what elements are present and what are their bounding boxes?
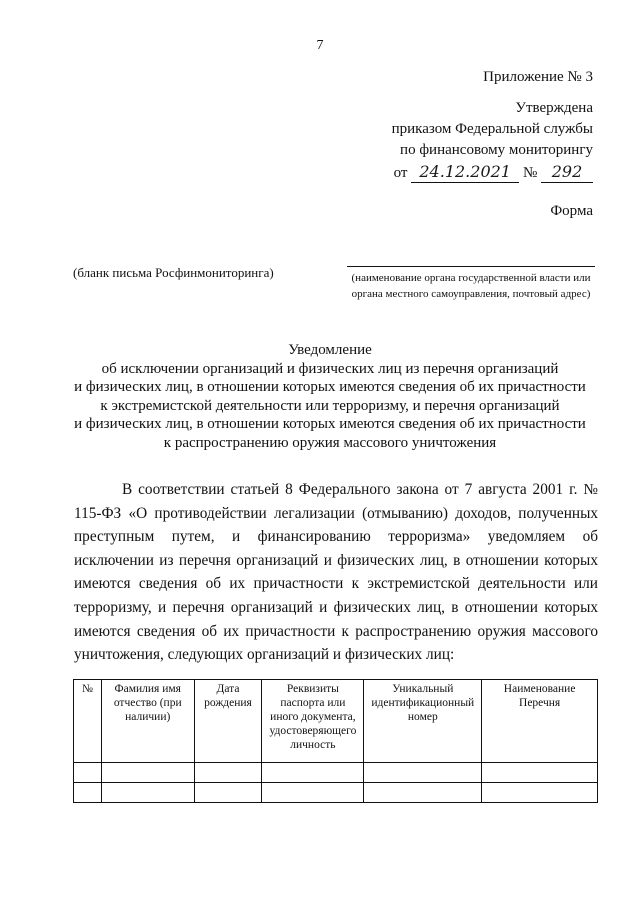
title-line: об исключении организаций и физических лиц из перечня организаций: [101, 360, 559, 377]
page-number: 7: [316, 38, 324, 53]
form-label: Форма: [550, 203, 593, 219]
table-cell: [482, 763, 598, 783]
order-number-label: №: [522, 165, 538, 181]
table-cell: [262, 783, 364, 803]
table-cell: [194, 783, 262, 803]
column-header-list-name: Наименование Перечня: [482, 680, 598, 763]
title-heading: Уведомление: [288, 342, 372, 358]
addressee-caption: (наименование органа государственной власти или органа местного самоуправления, почтовый адрес): [351, 272, 591, 300]
title-line: к экстремистской деятельности или терроризму, и перечня организаций: [100, 397, 560, 414]
order-number: 292: [541, 161, 593, 183]
annex-label: Приложение № 3: [483, 69, 593, 85]
table-cell: [482, 783, 598, 803]
table-header-row: [74, 680, 598, 763]
table-cell: [101, 783, 194, 803]
approval-line: Утверждена: [515, 100, 593, 116]
table-cell: [74, 763, 102, 783]
document-title: [60, 341, 600, 453]
table-cell: [74, 783, 102, 803]
order-reference: [333, 161, 593, 184]
order-prefix: от: [393, 165, 408, 181]
column-header-birth-date: Дата рождения: [194, 680, 262, 763]
persons-table: [73, 679, 598, 803]
addressee-line: [347, 266, 595, 267]
approval-line: по финансовому мониторингу: [400, 142, 593, 158]
title-line: и физических лиц, в отношении которых имеются сведения об их причастности: [74, 416, 586, 433]
table-row: [74, 763, 598, 783]
table-cell: [194, 763, 262, 783]
table-cell: [262, 763, 364, 783]
title-line: к распространению оружия массового уничтожения: [163, 434, 497, 451]
column-header-passport: Реквизиты паспорта или иного документа, удостоверяющего личность: [262, 680, 364, 763]
letterhead-caption: (бланк письма Росфинмониторинга): [73, 265, 274, 280]
title-line: и физических лиц, в отношении которых имеются сведения об их причастности: [74, 379, 586, 396]
order-date: 24.12.2021: [411, 161, 519, 183]
approval-line: приказом Федеральной службы: [391, 121, 593, 137]
table-row: [74, 783, 598, 803]
table-cell: [364, 763, 482, 783]
column-header-full-name: Фамилия имя отчество (при наличии): [101, 680, 194, 763]
approval-block: [333, 98, 593, 184]
table-cell: [364, 783, 482, 803]
column-header-unique-id: Уникальный идентификационный номер: [364, 680, 482, 763]
body-paragraph: В соответствии статьей 8 Федерального закона от 7 августа 2001 г. № 115-ФЗ «О противодействии легализации (отмыванию) доходов, полученных преступным путем, и финансированию терроризма» уведомляем об исключении из перечня организаций и физических лиц, в отношении которых имеются сведения об их причастности к экстремистской деятельности или терроризму, и перечня организаций и физических лиц, в отношении которых имеются сведения об их причастности к распространению оружия массового уничтожения, следующих организаций и физических лиц:: [74, 481, 598, 664]
column-header-number: №: [74, 680, 102, 763]
table-cell: [101, 763, 194, 783]
